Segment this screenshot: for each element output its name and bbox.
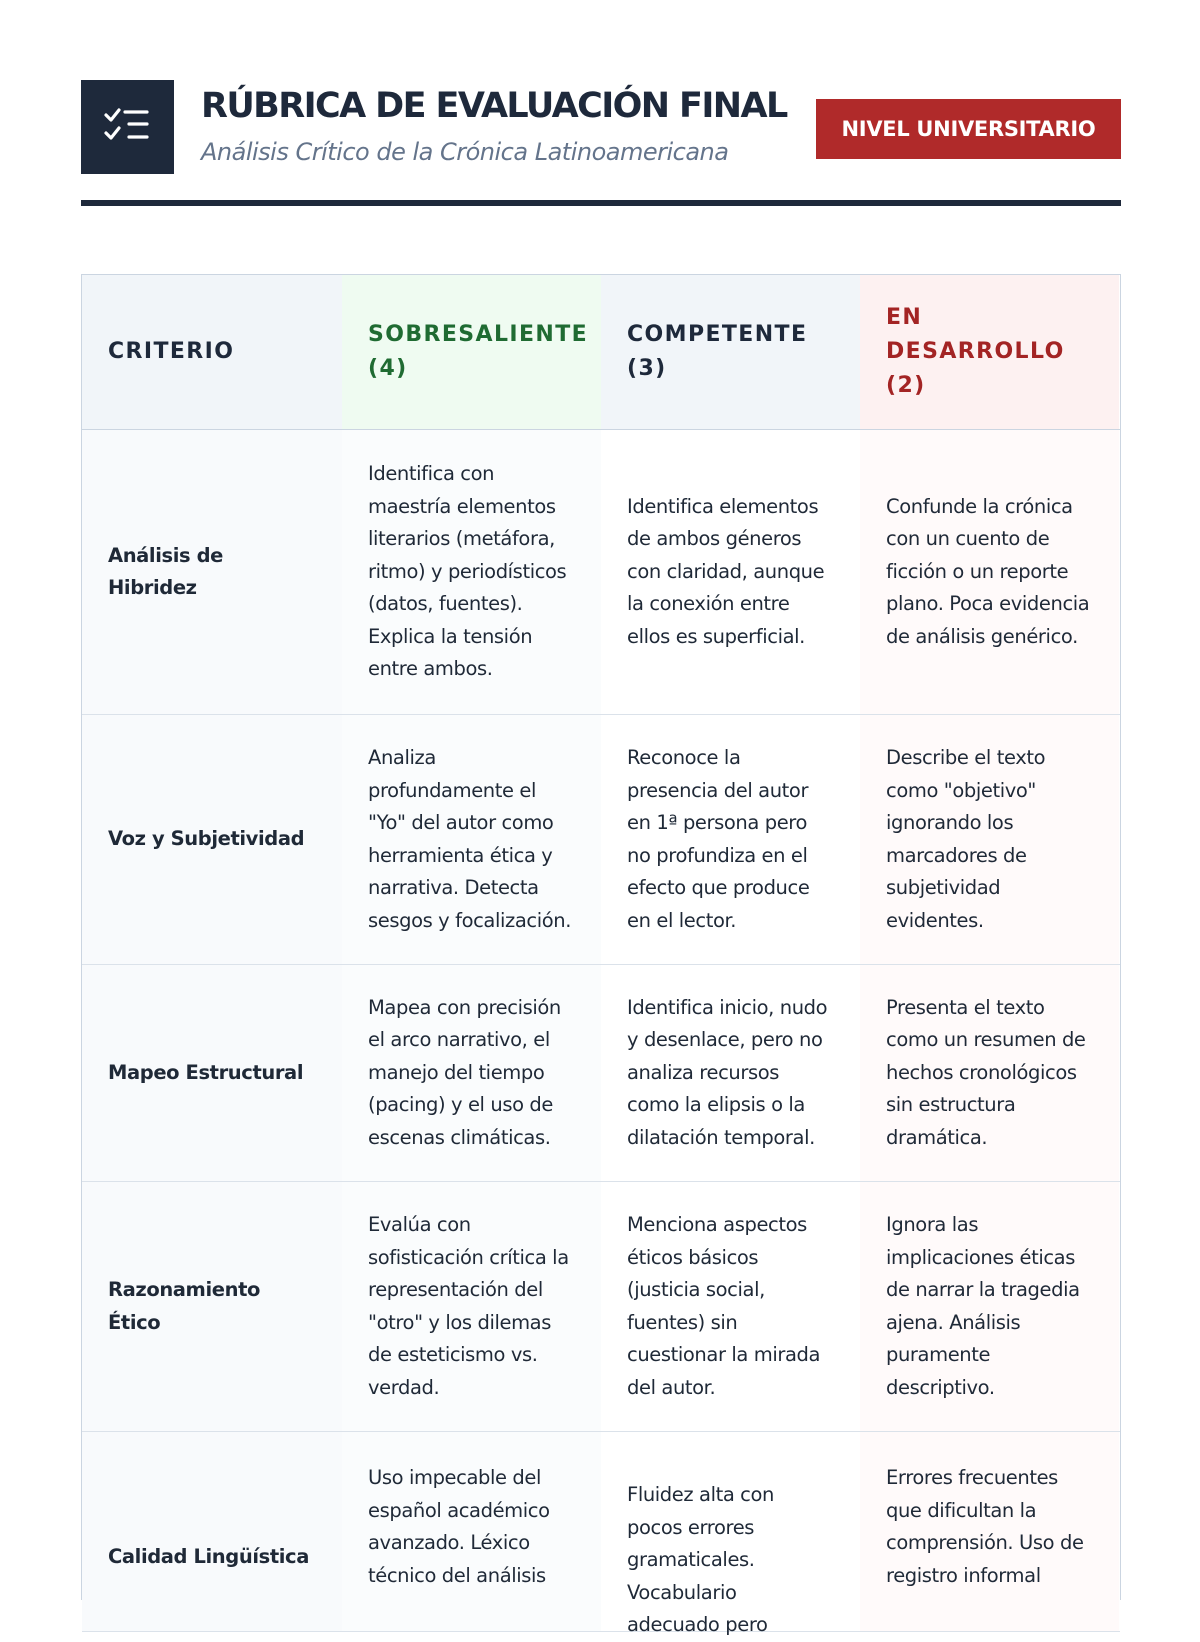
level3-cell: Reconoce la presencia del autor en 1ª persona pero no profundiza en el efecto que produce en el lector. xyxy=(601,715,860,964)
criterion-cell: Razonamiento Ético xyxy=(82,1182,342,1431)
level2-cell: Presenta el texto como un resumen de hechos cronológicos sin estructura dramática. xyxy=(860,965,1119,1181)
level4-cell: Evalúa con sofisticación crítica la representación del "otro" y los dilemas de esteticismo vs. verdad. xyxy=(342,1182,601,1431)
level-badge: NIVEL UNIVERSITARIO xyxy=(816,99,1121,159)
table-row xyxy=(82,965,1120,1182)
column-header-sobresaliente: SOBRESALIENTE (4) xyxy=(342,275,601,429)
level2-cell: Errores frecuentes que dificultan la comprensión. Uso de registro informal xyxy=(860,1432,1119,1631)
level4-cell: Analiza profundamente el "Yo" del autor como herramienta ética y narrativa. Detecta sesgos y focalización. xyxy=(342,715,601,964)
level2-cell: Confunde la crónica con un cuento de ficción o un reporte plano. Poca evidencia de análisis genérico. xyxy=(860,430,1119,714)
criterion-cell: Mapeo Estructural xyxy=(82,965,342,1181)
table-row xyxy=(82,715,1120,965)
rubric-header xyxy=(81,80,1121,174)
table-row xyxy=(82,1432,1120,1636)
column-header-competente: COMPETENTE (3) xyxy=(601,275,860,429)
level2-cell: Ignora las implicaciones éticas de narrar la tragedia ajena. Análisis puramente descriptivo. xyxy=(860,1182,1119,1431)
level3-cell: Identifica elementos de ambos géneros con claridad, aunque la conexión entre ellos es superficial. xyxy=(601,430,860,714)
column-header-en-desarrollo: EN DESARROLLO (2) xyxy=(860,275,1119,429)
rubric-table xyxy=(81,274,1121,1636)
table-header-row xyxy=(82,275,1120,430)
level4-cell: Mapea con precisión el arco narrativo, el manejo del tiempo (pacing) y el uso de escenas climáticas. xyxy=(342,965,601,1181)
level3-cell: Fluidez alta con pocos errores gramaticales. Vocabulario adecuado pero xyxy=(601,1432,860,1631)
page-title: RÚBRICA DE EVALUACIÓN FINAL xyxy=(201,86,787,126)
level2-cell: Describe el texto como "objetivo" ignorando los marcadores de subjetividad evidentes. xyxy=(860,715,1119,964)
criterion-cell: Voz y Subjetividad xyxy=(82,715,342,964)
level4-cell: Uso impecable del español académico avanzado. Léxico técnico del análisis xyxy=(342,1432,601,1631)
column-header-criterion: CRITERIO xyxy=(82,275,342,429)
criterion-cell: Análisis de Hibridez xyxy=(82,430,342,714)
level3-cell: Identifica inicio, nudo y desenlace, pero no analiza recursos como la elipsis o la dilatación temporal. xyxy=(601,965,860,1181)
table-row xyxy=(82,430,1120,715)
level4-cell: Identifica con maestría elementos literarios (metáfora, ritmo) y periodísticos (datos, fuentes). Explica la tensión entre ambos. xyxy=(342,430,601,714)
criterion-cell: Calidad Lingüística xyxy=(82,1432,342,1631)
header-divider xyxy=(81,200,1121,206)
logo-badge xyxy=(81,80,174,174)
page-subtitle: Análisis Crítico de la Crónica Latinoamericana xyxy=(201,138,729,166)
level3-cell: Menciona aspectos éticos básicos (justicia social, fuentes) sin cuestionar la mirada del autor. xyxy=(601,1182,860,1431)
table-row xyxy=(82,1182,1120,1432)
checklist-icon xyxy=(103,105,151,149)
